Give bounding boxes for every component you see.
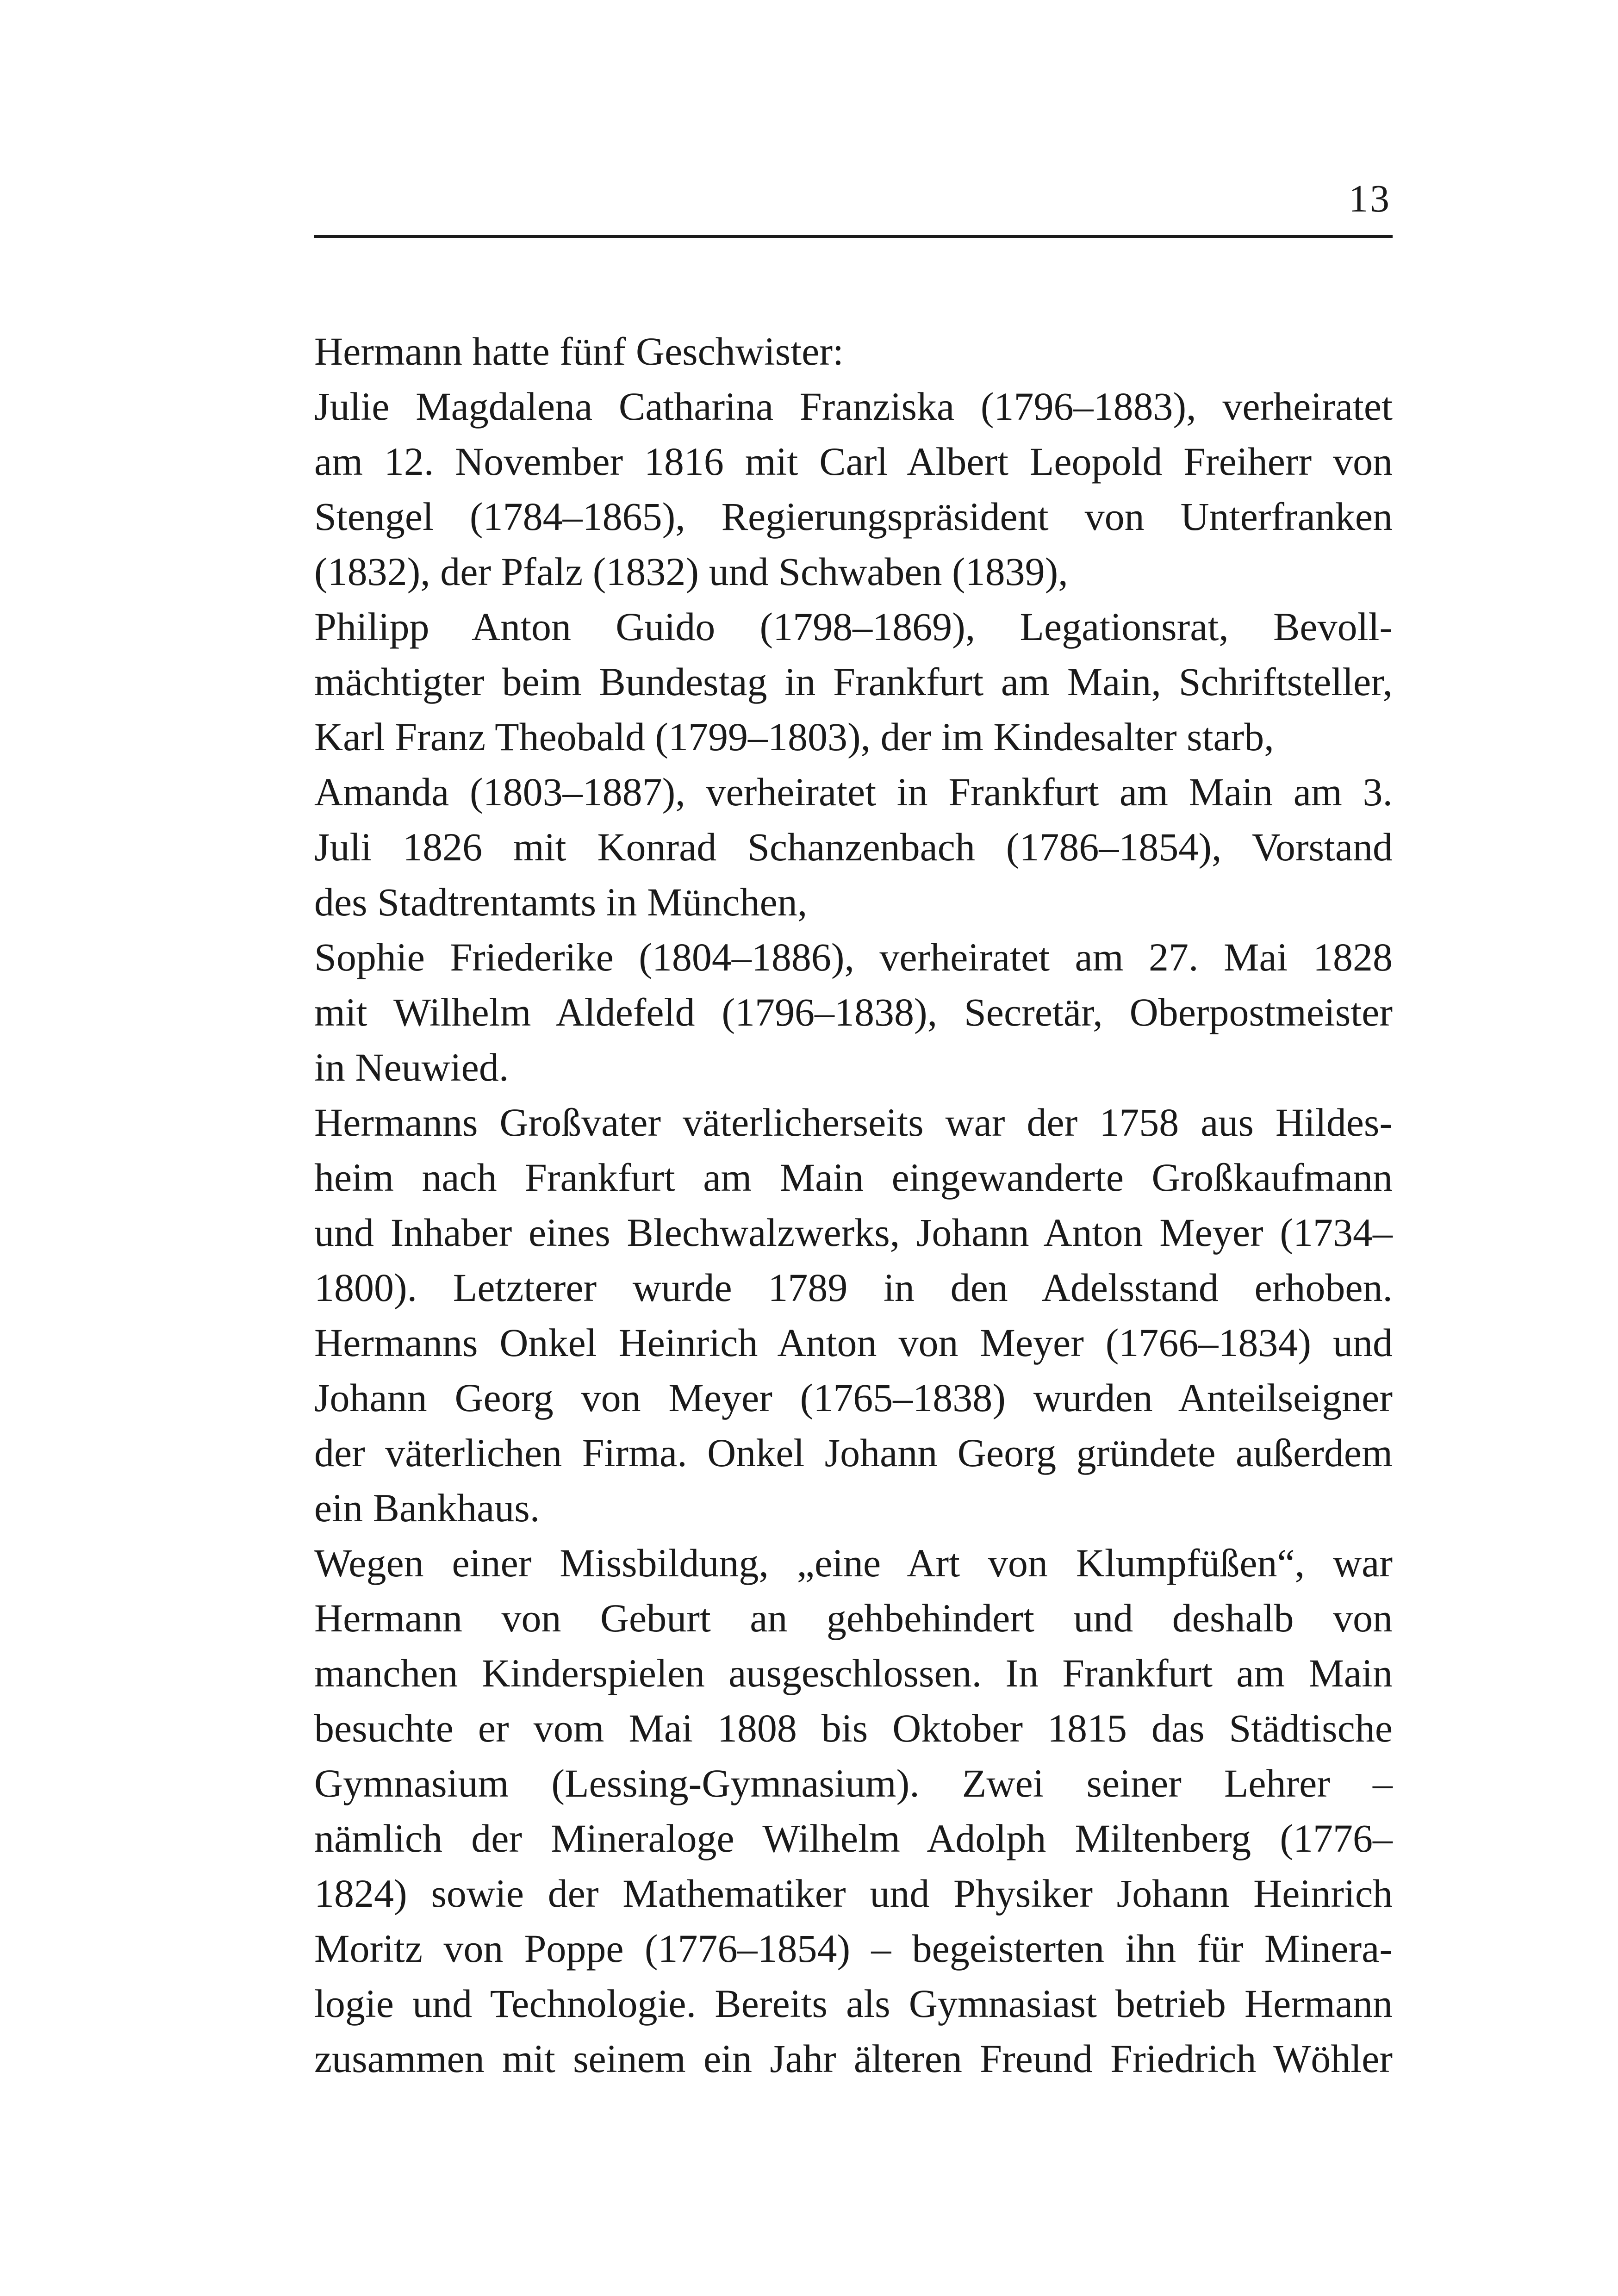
text-line: in Neuwied. <box>314 1045 509 1089</box>
text-line: Moritz von Poppe (1776–1854) – begeisterten ihn für Minera- <box>314 1926 1393 1971</box>
text-line: Amanda (1803–1887), verheiratet in Frankfurt am Main am 3. <box>314 770 1393 814</box>
text-line: Gymnasium (Lessing-Gymnasium). Zwei seiner Lehrer – <box>314 1761 1393 1805</box>
text-line: besuchte er vom Mai 1808 bis Oktober 1815 das Städtische <box>314 1706 1393 1750</box>
text-line: mit Wilhelm Aldefeld (1796–1838), Secretär, Oberpostmeister <box>314 990 1393 1034</box>
text-line: logie und Technologie. Bereits als Gymnasiast betrieb Hermann <box>314 1981 1393 2026</box>
text-line: Hermanns Großvater väterlicherseits war der 1758 aus Hildes- <box>314 1100 1393 1145</box>
text-line: manchen Kinderspielen ausgeschlossen. In Frankfurt am Main <box>314 1651 1393 1695</box>
text-line: 1824) sowie der Mathematiker und Physiker Johann Heinrich <box>314 1871 1393 1916</box>
body-text <box>314 324 1393 2086</box>
text-line: des Stadtrentamts in München, <box>314 880 808 924</box>
text-line: Johann Georg von Meyer (1765–1838) wurden Anteilseigner <box>314 1375 1393 1420</box>
header-rule <box>314 235 1393 238</box>
text-line: Julie Magdalena Catharina Franziska (1796–1883), verheiratet <box>314 384 1393 429</box>
text-line: und Inhaber eines Blechwalzwerks, Johann Anton Meyer (1734– <box>314 1210 1393 1255</box>
text-line: Juli 1826 mit Konrad Schanzenbach (1786–1854), Vorstand <box>314 825 1393 869</box>
text-line: 1800). Letzterer wurde 1789 in den Adelsstand erhoben. <box>314 1265 1393 1310</box>
text-line: nämlich der Mineraloge Wilhelm Adolph Miltenberg (1776– <box>314 1816 1393 1860</box>
text-line: der väterlichen Firma. Onkel Johann Georg gründete außerdem <box>314 1431 1393 1475</box>
text-line: Sophie Friederike (1804–1886), verheiratet am 27. Mai 1828 <box>314 935 1393 979</box>
text-line: Stengel (1784–1865), Regierungspräsident von Unterfranken <box>314 494 1393 539</box>
text-line: am 12. November 1816 mit Carl Albert Leopold Freiherr von <box>314 439 1393 484</box>
text-line: Wegen einer Missbildung, „eine Art von Klumpfüßen“, war <box>314 1541 1393 1585</box>
text-line: Hermann hatte fünf Geschwister: <box>314 329 844 373</box>
text-line: (1832), der Pfalz (1832) und Schwaben (1839), <box>314 549 1068 594</box>
text-line: Hermann von Geburt an gehbehindert und deshalb von <box>314 1596 1393 1640</box>
text-line: Philipp Anton Guido (1798–1869), Legationsrat, Bevoll- <box>314 604 1393 649</box>
page-number: 13 <box>1349 177 1391 220</box>
text-line: ein Bankhaus. <box>314 1486 540 1530</box>
text-line: mächtigter beim Bundestag in Frankfurt am Main, Schriftsteller, <box>314 660 1393 704</box>
text-line: Karl Franz Theobald (1799–1803), der im Kindesalter starb, <box>314 715 1274 759</box>
text-line: heim nach Frankfurt am Main eingewanderte Großkaufmann <box>314 1155 1393 1200</box>
text-line: zusammen mit seinem ein Jahr älteren Freund Friedrich Wöhler <box>314 2036 1393 2081</box>
text-line: Hermanns Onkel Heinrich Anton von Meyer (1766–1834) und <box>314 1320 1393 1365</box>
